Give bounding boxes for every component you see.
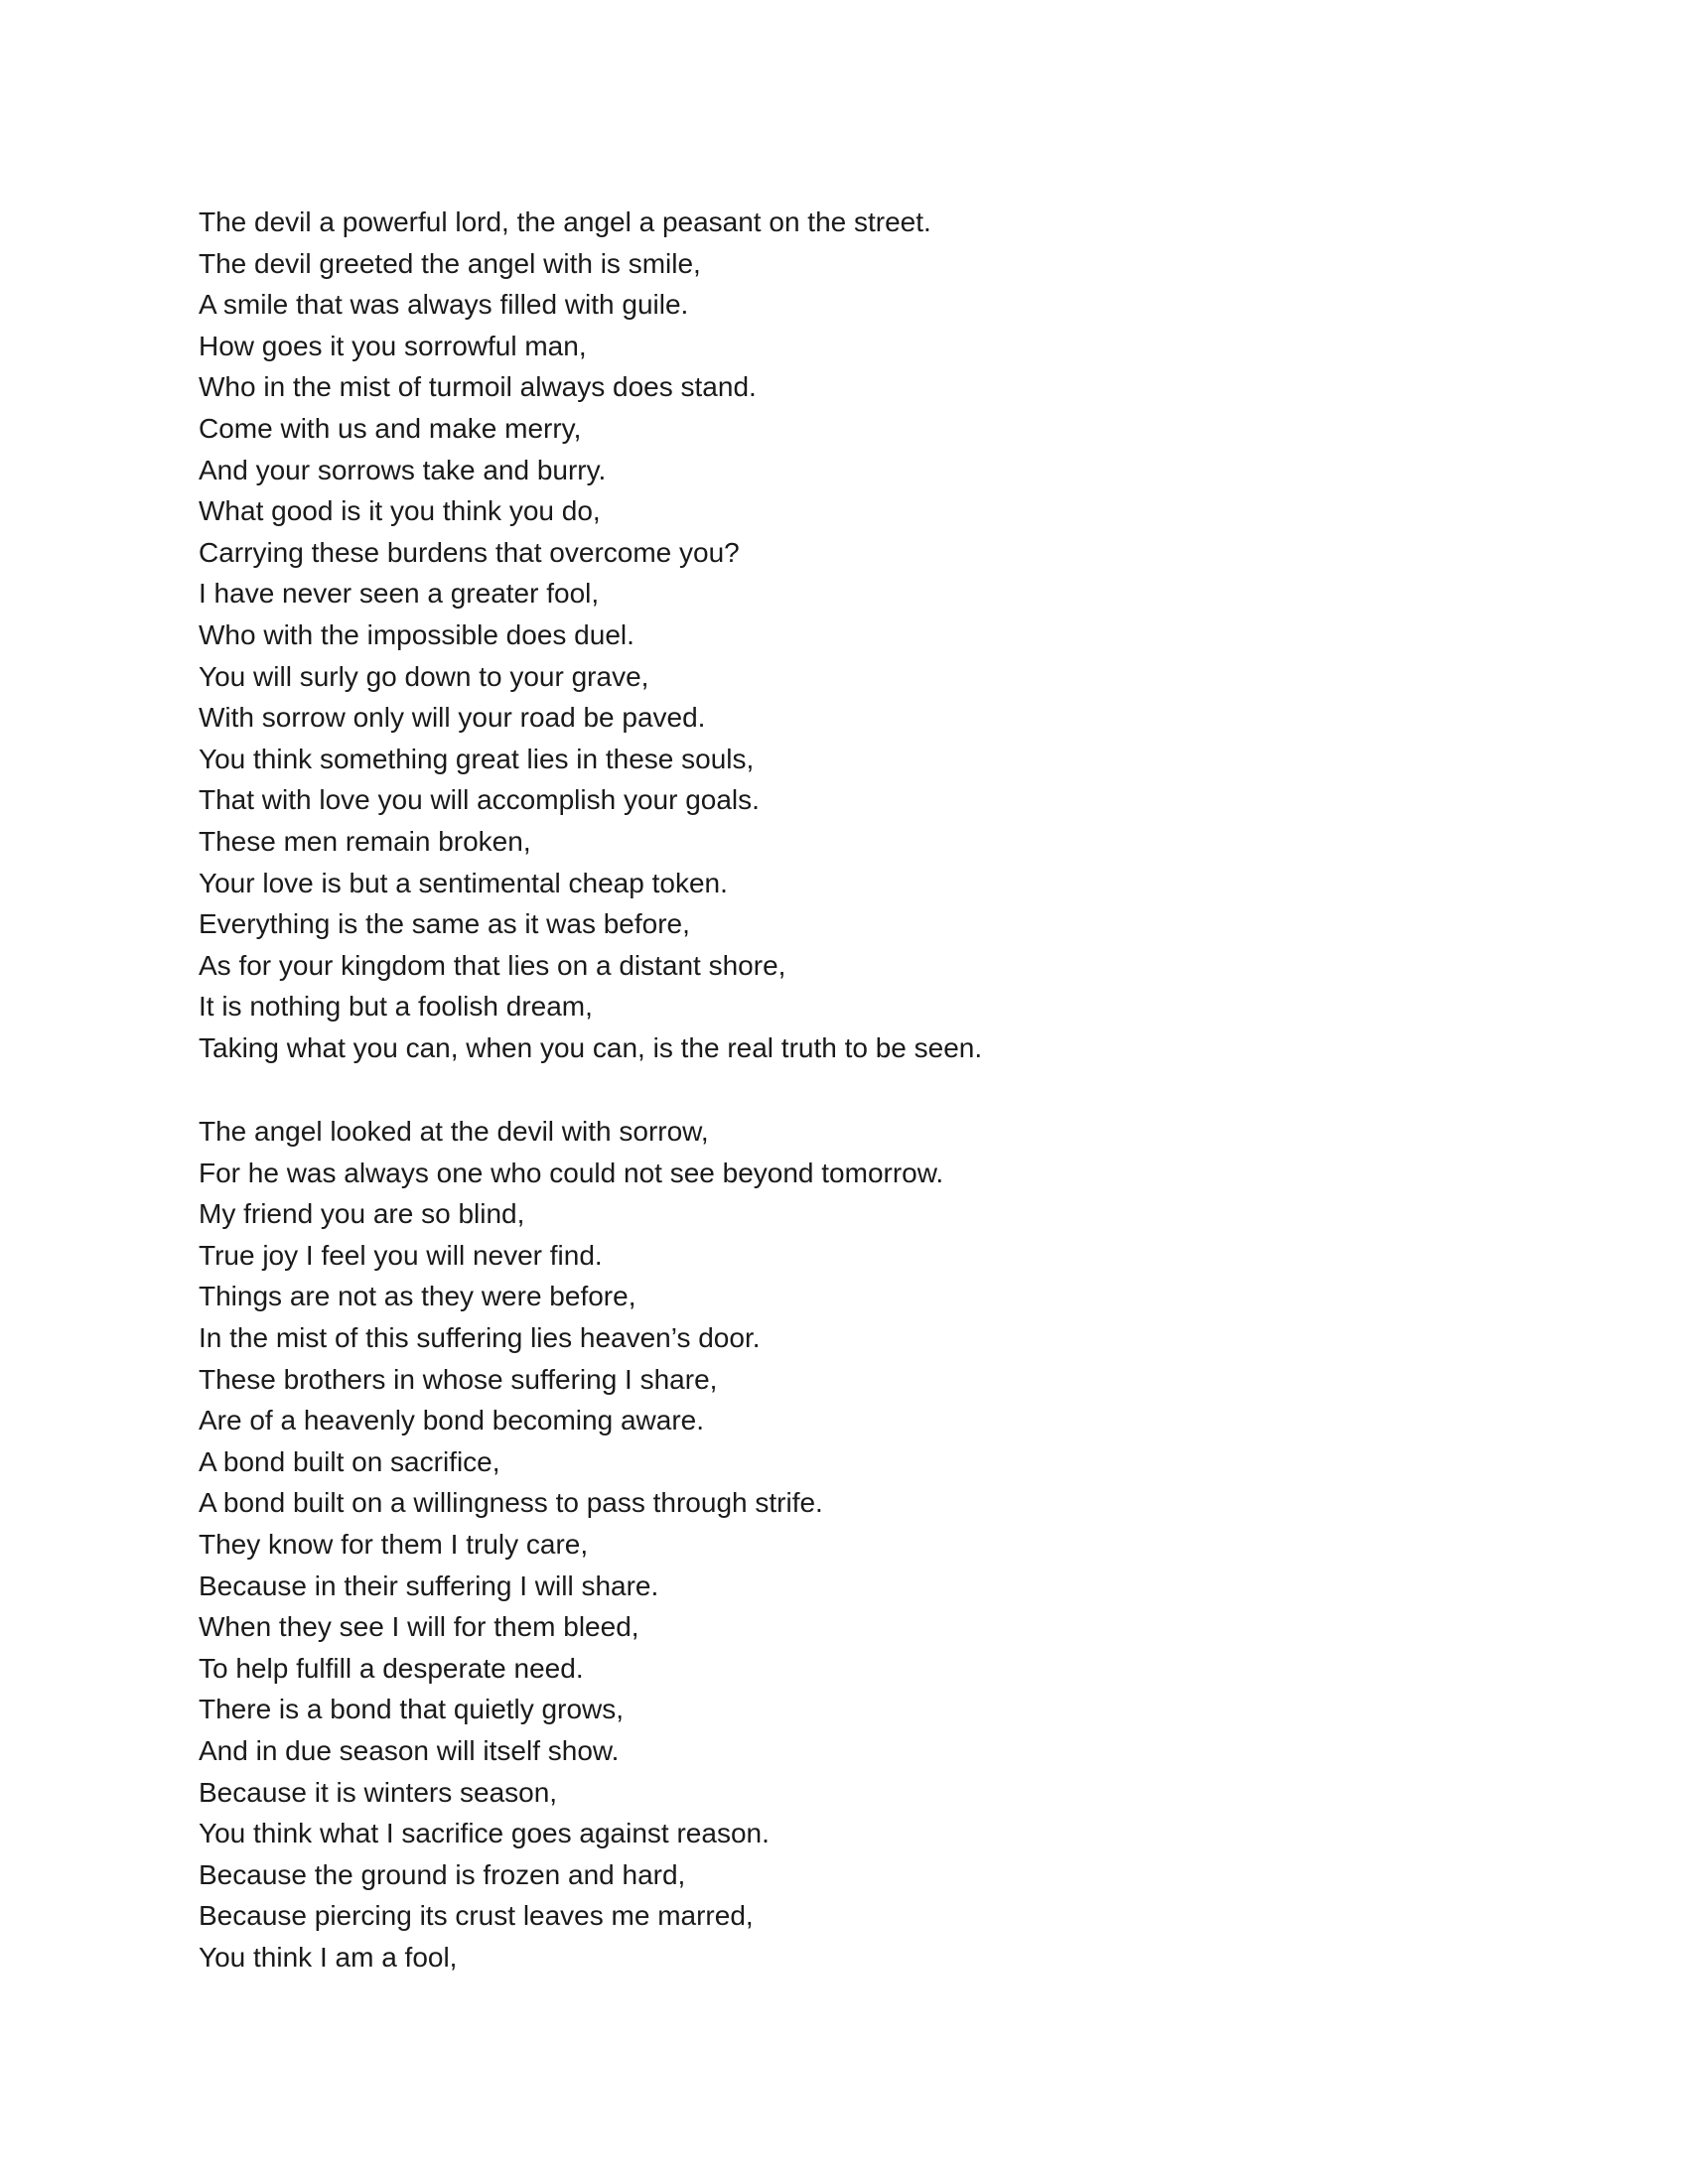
poem-line: The devil a powerful lord, the angel a peasant on the street. xyxy=(199,206,931,237)
poem-line: Because it is winters season, xyxy=(199,1776,558,1808)
poem-line: They know for them I truly care, xyxy=(199,1528,589,1560)
poem-line: In the mist of this suffering lies heaven’s door. xyxy=(199,1321,761,1353)
poem-line: There is a bond that quietly grows, xyxy=(199,1694,625,1725)
poem-line: Who with the impossible does duel. xyxy=(199,618,634,650)
poem-line: Taking what you can, when you can, is the real truth to be seen. xyxy=(199,1031,983,1063)
poem-line: And in due season will itself show. xyxy=(199,1734,620,1766)
poem-line: The devil greeted the angel with is smile, xyxy=(199,247,701,279)
poem-line: These men remain broken, xyxy=(199,825,531,857)
poem-line: You will surly go down to your grave, xyxy=(199,660,649,692)
poem-line: That with love you will accomplish your goals. xyxy=(199,784,760,816)
poem-line: With sorrow only will your road be paved. xyxy=(199,702,706,734)
poem-line: You think I am a fool, xyxy=(199,1941,458,1973)
stanza-2 xyxy=(199,1111,1489,1978)
poem-line: These brothers in whose suffering I share, xyxy=(199,1363,718,1395)
poem-line: What good is it you think you do, xyxy=(199,495,601,527)
poem-line: Things are not as they were before, xyxy=(199,1281,636,1312)
poem-line: My friend you are so blind, xyxy=(199,1198,525,1230)
poem-line: Everything is the same as it was before, xyxy=(199,908,690,940)
poem-line: A bond built on a willingness to pass through strife. xyxy=(199,1487,823,1519)
poem-line: To help fulfill a desperate need. xyxy=(199,1652,584,1684)
poem-line: Carrying these burdens that overcome you? xyxy=(199,536,740,568)
poem-line: And your sorrows take and burry. xyxy=(199,454,607,485)
poem-line: The angel looked at the devil with sorrow, xyxy=(199,1116,709,1147)
stanza-1 xyxy=(199,202,1489,1068)
poem-line: True joy I feel you will never find. xyxy=(199,1239,603,1271)
poem-line: A smile that was always filled with guile. xyxy=(199,289,689,321)
poem-line: Are of a heavenly bond becoming aware. xyxy=(199,1405,704,1436)
poem-line: Because the ground is frozen and hard, xyxy=(199,1858,686,1890)
poem-line: Who in the mist of turmoil always does stand. xyxy=(199,371,757,403)
poem-line: I have never seen a greater fool, xyxy=(199,578,600,610)
poem-line: As for your kingdom that lies on a distant shore, xyxy=(199,949,786,981)
poem-line: When they see I will for them bleed, xyxy=(199,1611,639,1643)
poem-line: Because piercing its crust leaves me marred, xyxy=(199,1900,754,1932)
poem-line: Come with us and make merry, xyxy=(199,412,582,444)
poem-line: How goes it you sorrowful man, xyxy=(199,330,587,361)
poem-line: A bond built on sacrifice, xyxy=(199,1445,500,1477)
poem-line: It is nothing but a foolish dream, xyxy=(199,991,593,1023)
poem-line: You think something great lies in these souls, xyxy=(199,743,755,774)
poem-line: For he was always one who could not see beyond tomorrow. xyxy=(199,1157,944,1188)
poem-line: Because in their suffering I will share. xyxy=(199,1570,659,1601)
poem-line: Your love is but a sentimental cheap token. xyxy=(199,867,728,898)
poem-line: You think what I sacrifice goes against reason. xyxy=(199,1818,770,1849)
